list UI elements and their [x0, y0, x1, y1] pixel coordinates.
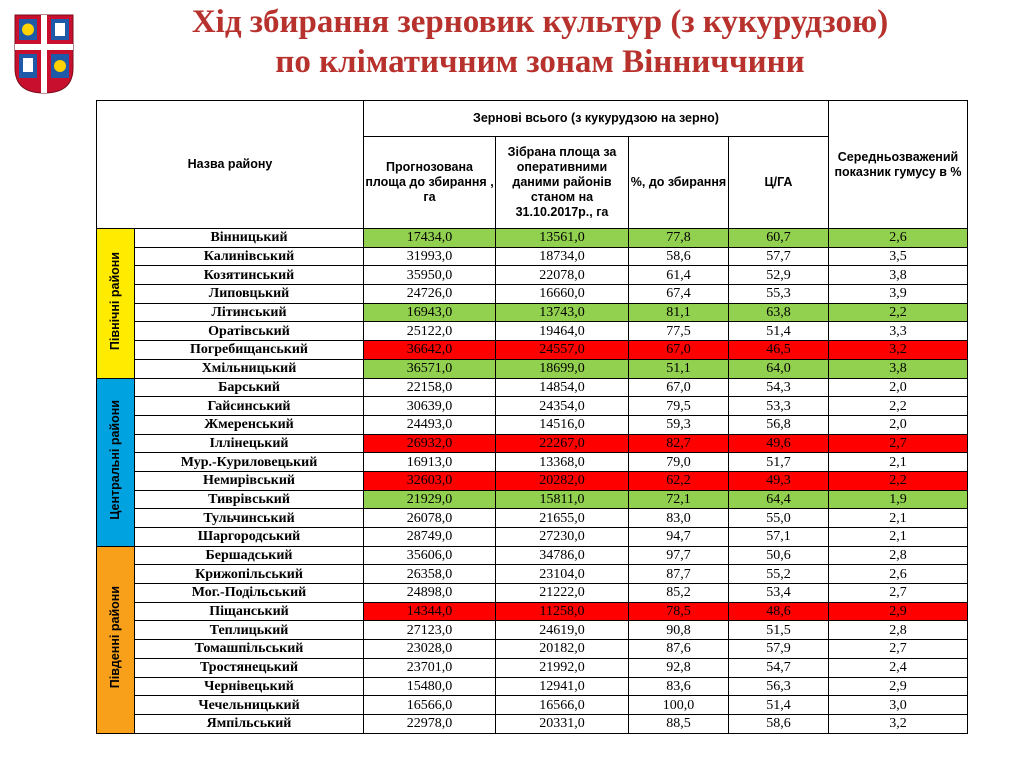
table-row: [97, 509, 968, 528]
humus-cell: 2,2: [829, 471, 968, 490]
humus-cell: 3,2: [829, 714, 968, 733]
district-name: Іллінецький: [135, 434, 364, 453]
percent-cell: 90,8: [629, 621, 729, 640]
harvested-cell: 12941,0: [496, 677, 629, 696]
table-row: [97, 677, 968, 696]
table-row: [97, 471, 968, 490]
humus-cell: 2,6: [829, 565, 968, 584]
district-name: Піщанський: [135, 602, 364, 621]
yield-cell: 56,3: [729, 677, 829, 696]
table-row: [97, 415, 968, 434]
yield-cell: 64,0: [729, 359, 829, 378]
district-name: Чернівецький: [135, 677, 364, 696]
humus-cell: 2,8: [829, 621, 968, 640]
humus-cell: 2,9: [829, 677, 968, 696]
harvested-cell: 11258,0: [496, 602, 629, 621]
yield-cell: 51,5: [729, 621, 829, 640]
forecast-cell: 31993,0: [364, 247, 496, 266]
district-name: Тростянецький: [135, 658, 364, 677]
yield-cell: 53,3: [729, 397, 829, 416]
humus-cell: 2,0: [829, 415, 968, 434]
zone-label: [97, 229, 135, 379]
table-row: [97, 696, 968, 715]
harvested-cell: 21222,0: [496, 584, 629, 603]
header-grains-total: Зернові всього (з кукурудзою на зерно): [364, 101, 829, 137]
humus-cell: 3,3: [829, 322, 968, 341]
harvested-cell: 23104,0: [496, 565, 629, 584]
harvested-cell: 24354,0: [496, 397, 629, 416]
humus-cell: 3,9: [829, 285, 968, 304]
forecast-cell: 35606,0: [364, 546, 496, 565]
table-row: [97, 397, 968, 416]
district-name: Барський: [135, 378, 364, 397]
percent-cell: 83,0: [629, 509, 729, 528]
humus-cell: 3,2: [829, 341, 968, 360]
table-row: [97, 602, 968, 621]
humus-cell: 2,2: [829, 303, 968, 322]
percent-cell: 83,6: [629, 677, 729, 696]
table-row: [97, 546, 968, 565]
harvested-cell: 18734,0: [496, 247, 629, 266]
district-name: Оратівський: [135, 322, 364, 341]
district-name: Бершадський: [135, 546, 364, 565]
zone-label: [97, 378, 135, 546]
yield-cell: 49,6: [729, 434, 829, 453]
humus-cell: 2,2: [829, 397, 968, 416]
table-row: [97, 714, 968, 733]
percent-cell: 61,4: [629, 266, 729, 285]
district-name: Літинський: [135, 303, 364, 322]
forecast-cell: 22978,0: [364, 714, 496, 733]
harvested-cell: 18699,0: [496, 359, 629, 378]
district-name: Мог.-Подільський: [135, 584, 364, 603]
yield-cell: 51,7: [729, 453, 829, 472]
district-name: Тиврівський: [135, 490, 364, 509]
zone-label-text: Центральні райони: [108, 399, 122, 520]
table-row: [97, 247, 968, 266]
humus-cell: 2,9: [829, 602, 968, 621]
header-district: Назва району: [97, 101, 364, 229]
forecast-cell: 24726,0: [364, 285, 496, 304]
forecast-cell: 35950,0: [364, 266, 496, 285]
title-line-2: по кліматичним зонам Вінниччини: [275, 44, 805, 80]
district-name: Козятинський: [135, 266, 364, 285]
harvested-cell: 14516,0: [496, 415, 629, 434]
yield-cell: 50,6: [729, 546, 829, 565]
percent-cell: 92,8: [629, 658, 729, 677]
humus-cell: 2,7: [829, 640, 968, 659]
zone-label-text: Північні райони: [108, 251, 122, 350]
harvested-cell: 24557,0: [496, 341, 629, 360]
table-row: [97, 565, 968, 584]
yield-cell: 55,0: [729, 509, 829, 528]
humus-cell: 2,1: [829, 528, 968, 547]
table-row: [97, 584, 968, 603]
title-line-1: Хід збирання зерновик культур (з кукурудзою): [191, 4, 889, 40]
yield-cell: 54,3: [729, 378, 829, 397]
forecast-cell: 16943,0: [364, 303, 496, 322]
percent-cell: 88,5: [629, 714, 729, 733]
harvested-cell: 20182,0: [496, 640, 629, 659]
percent-cell: 51,1: [629, 359, 729, 378]
district-name: Липовцький: [135, 285, 364, 304]
header-harvested-area: Зібрана площа за оперативними даними районів станом на 31.10.2017р., га: [496, 137, 629, 229]
percent-cell: 97,7: [629, 546, 729, 565]
percent-cell: 85,2: [629, 584, 729, 603]
district-name: Чечельницький: [135, 696, 364, 715]
district-name: Крижопільський: [135, 565, 364, 584]
yield-cell: 60,7: [729, 229, 829, 248]
yield-cell: 51,4: [729, 322, 829, 341]
zone-label-text: Південні райони: [108, 586, 122, 689]
percent-cell: 87,6: [629, 640, 729, 659]
yield-cell: 49,3: [729, 471, 829, 490]
district-name: Тульчинський: [135, 509, 364, 528]
percent-cell: 77,5: [629, 322, 729, 341]
forecast-cell: 32603,0: [364, 471, 496, 490]
yield-cell: 57,1: [729, 528, 829, 547]
harvested-cell: 22267,0: [496, 434, 629, 453]
yield-cell: 48,6: [729, 602, 829, 621]
yield-cell: 57,7: [729, 247, 829, 266]
district-name: Ямпільський: [135, 714, 364, 733]
yield-cell: 57,9: [729, 640, 829, 659]
humus-cell: 2,8: [829, 546, 968, 565]
table-row: [97, 229, 968, 248]
district-name: Томашпільський: [135, 640, 364, 659]
district-name: Шаргородський: [135, 528, 364, 547]
forecast-cell: 24898,0: [364, 584, 496, 603]
forecast-cell: 16913,0: [364, 453, 496, 472]
table-row: [97, 303, 968, 322]
percent-cell: 78,5: [629, 602, 729, 621]
table-row: [97, 266, 968, 285]
humus-cell: 1,9: [829, 490, 968, 509]
header-humus: Середньозважений показник гумусу в %: [829, 101, 968, 229]
table-row: [97, 341, 968, 360]
header-yield: Ц/ГА: [729, 137, 829, 229]
table-row: [97, 640, 968, 659]
percent-cell: 67,0: [629, 341, 729, 360]
forecast-cell: 15480,0: [364, 677, 496, 696]
harvested-cell: 13368,0: [496, 453, 629, 472]
harvested-cell: 13561,0: [496, 229, 629, 248]
humus-cell: 2,6: [829, 229, 968, 248]
percent-cell: 79,0: [629, 453, 729, 472]
table-row: [97, 490, 968, 509]
yield-cell: 53,4: [729, 584, 829, 603]
percent-cell: 79,5: [629, 397, 729, 416]
forecast-cell: 26078,0: [364, 509, 496, 528]
forecast-cell: 36571,0: [364, 359, 496, 378]
humus-cell: 2,1: [829, 453, 968, 472]
forecast-cell: 26932,0: [364, 434, 496, 453]
humus-cell: 3,8: [829, 359, 968, 378]
table-row: [97, 322, 968, 341]
percent-cell: 81,1: [629, 303, 729, 322]
humus-cell: 2,4: [829, 658, 968, 677]
percent-cell: 67,0: [629, 378, 729, 397]
yield-cell: 46,5: [729, 341, 829, 360]
table-row: [97, 285, 968, 304]
percent-cell: 82,7: [629, 434, 729, 453]
humus-cell: 3,5: [829, 247, 968, 266]
humus-cell: 2,7: [829, 434, 968, 453]
district-name: Вінницький: [135, 229, 364, 248]
harvested-cell: 20282,0: [496, 471, 629, 490]
percent-cell: 72,1: [629, 490, 729, 509]
district-name: Калинівський: [135, 247, 364, 266]
forecast-cell: 26358,0: [364, 565, 496, 584]
percent-cell: 87,7: [629, 565, 729, 584]
humus-cell: 3,0: [829, 696, 968, 715]
humus-cell: 2,7: [829, 584, 968, 603]
forecast-cell: 21929,0: [364, 490, 496, 509]
table-row: [97, 359, 968, 378]
harvest-table: [96, 100, 968, 734]
percent-cell: 59,3: [629, 415, 729, 434]
forecast-cell: 30639,0: [364, 397, 496, 416]
district-name: Гайсинський: [135, 397, 364, 416]
yield-cell: 55,3: [729, 285, 829, 304]
percent-cell: 58,6: [629, 247, 729, 266]
percent-cell: 67,4: [629, 285, 729, 304]
harvested-cell: 16660,0: [496, 285, 629, 304]
forecast-cell: 27123,0: [364, 621, 496, 640]
district-name: Погребищанський: [135, 341, 364, 360]
forecast-cell: 16566,0: [364, 696, 496, 715]
table-row: [97, 658, 968, 677]
yield-cell: 52,9: [729, 266, 829, 285]
harvested-cell: 20331,0: [496, 714, 629, 733]
district-name: Теплицький: [135, 621, 364, 640]
forecast-cell: 28749,0: [364, 528, 496, 547]
forecast-cell: 36642,0: [364, 341, 496, 360]
table-row: [97, 453, 968, 472]
forecast-cell: 23028,0: [364, 640, 496, 659]
percent-cell: 62,2: [629, 471, 729, 490]
percent-cell: 100,0: [629, 696, 729, 715]
forecast-cell: 25122,0: [364, 322, 496, 341]
header-forecast-area: Прогнозована площа до збирання , га: [364, 137, 496, 229]
humus-cell: 3,8: [829, 266, 968, 285]
harvested-cell: 16566,0: [496, 696, 629, 715]
humus-cell: 2,0: [829, 378, 968, 397]
harvested-cell: 21992,0: [496, 658, 629, 677]
yield-cell: 55,2: [729, 565, 829, 584]
yield-cell: 51,4: [729, 696, 829, 715]
forecast-cell: 24493,0: [364, 415, 496, 434]
yield-cell: 54,7: [729, 658, 829, 677]
percent-cell: 77,8: [629, 229, 729, 248]
yield-cell: 64,4: [729, 490, 829, 509]
table-row: [97, 434, 968, 453]
forecast-cell: 17434,0: [364, 229, 496, 248]
harvested-cell: 15811,0: [496, 490, 629, 509]
table-row: [97, 621, 968, 640]
forecast-cell: 14344,0: [364, 602, 496, 621]
harvested-cell: 34786,0: [496, 546, 629, 565]
harvested-cell: 24619,0: [496, 621, 629, 640]
harvested-cell: 13743,0: [496, 303, 629, 322]
district-name: Мур.-Куриловецький: [135, 453, 364, 472]
yield-cell: 58,6: [729, 714, 829, 733]
district-name: Хмільницький: [135, 359, 364, 378]
harvested-cell: 19464,0: [496, 322, 629, 341]
forecast-cell: 23701,0: [364, 658, 496, 677]
table-row: [97, 378, 968, 397]
forecast-cell: 22158,0: [364, 378, 496, 397]
harvested-cell: 14854,0: [496, 378, 629, 397]
harvested-cell: 22078,0: [496, 266, 629, 285]
zone-label: [97, 546, 135, 733]
harvested-cell: 27230,0: [496, 528, 629, 547]
harvested-cell: 21655,0: [496, 509, 629, 528]
page-title: [90, 2, 990, 82]
district-name: Жмеренський: [135, 415, 364, 434]
header-percent: %, до збирання: [629, 137, 729, 229]
table-row: [97, 528, 968, 547]
yield-cell: 56,8: [729, 415, 829, 434]
vinnytsia-coat-of-arms-icon: [14, 14, 74, 94]
humus-cell: 2,1: [829, 509, 968, 528]
yield-cell: 63,8: [729, 303, 829, 322]
district-name: Немирівський: [135, 471, 364, 490]
percent-cell: 94,7: [629, 528, 729, 547]
